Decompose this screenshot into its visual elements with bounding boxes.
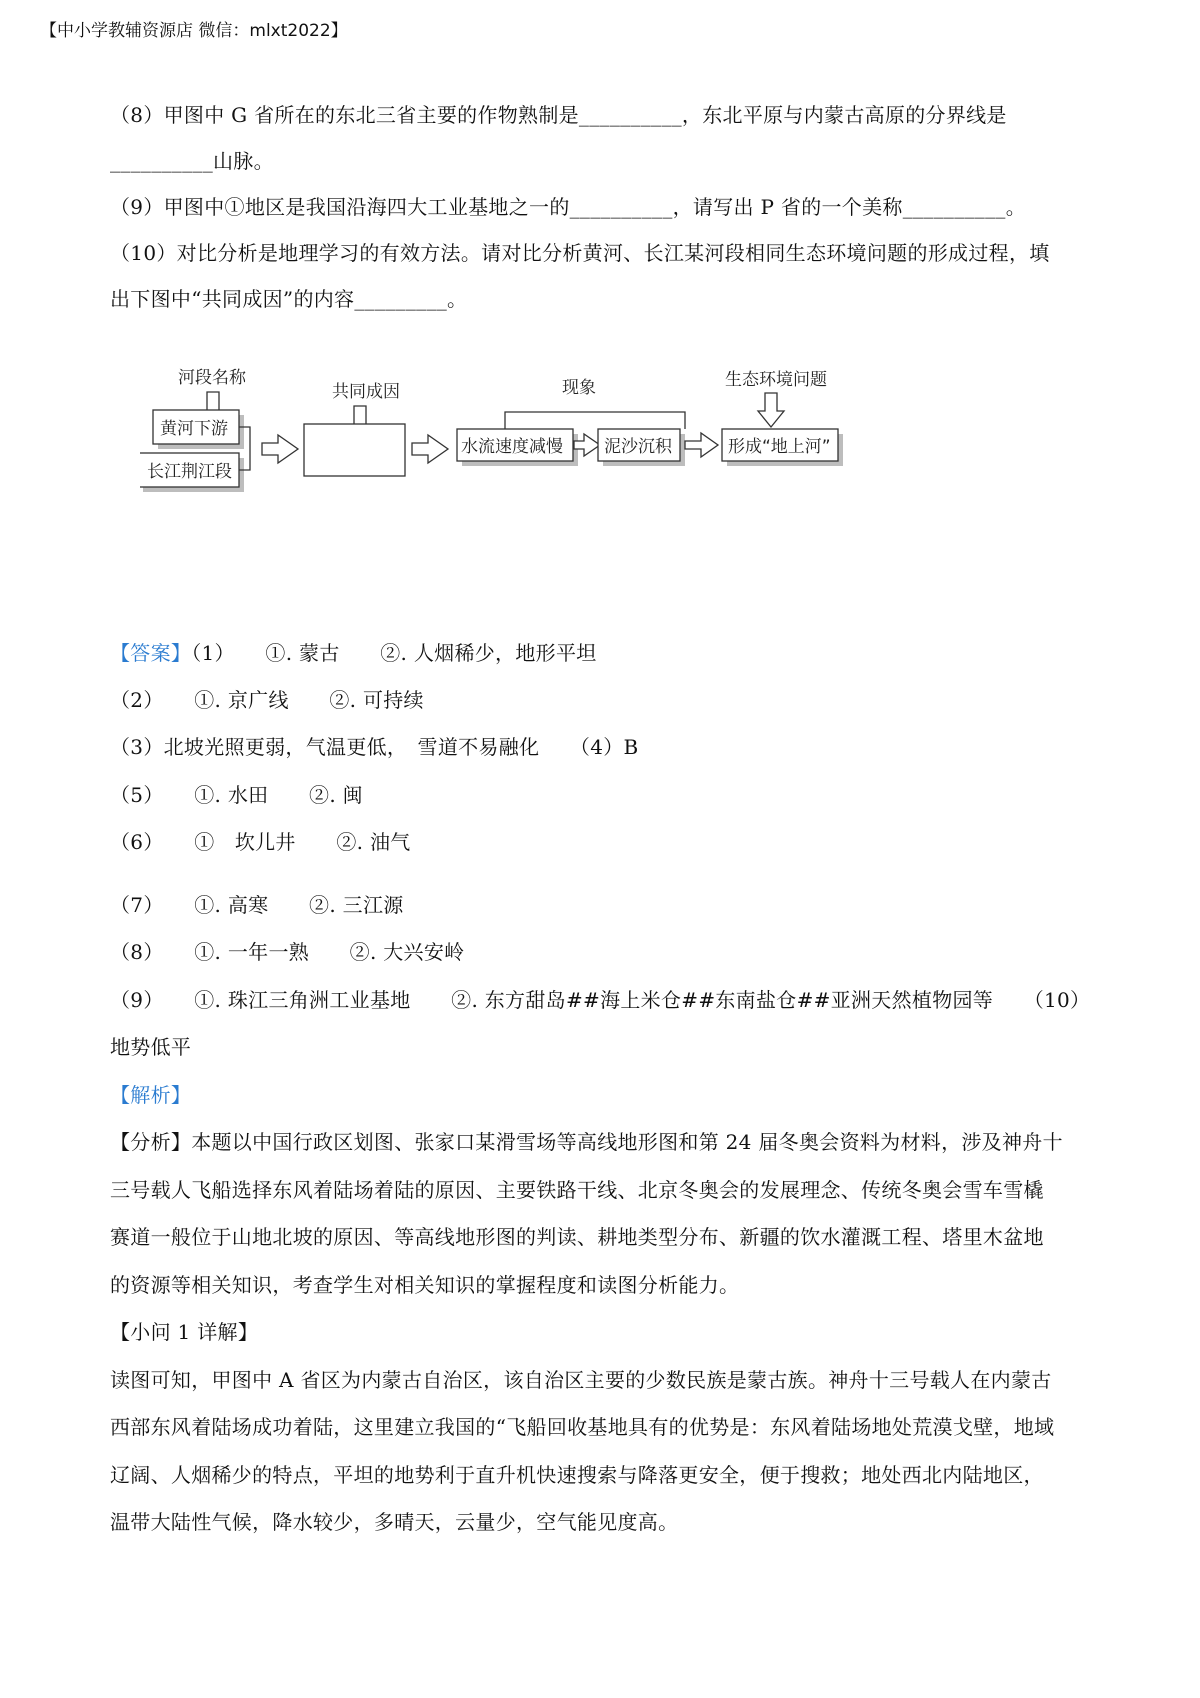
- phenomenon-bracket: [505, 412, 685, 429]
- box-result-label: 形成“地上河”: [728, 437, 831, 457]
- box-flow-label: 水流速度减慢: [461, 437, 563, 457]
- subquestion-1-title: 【小问 1 详解】: [110, 1320, 259, 1344]
- answer-1: [110, 638, 597, 668]
- box-changjiang-label: 长江荆江段: [147, 462, 232, 482]
- analysis-para-2-line-1: 读图可知，甲图中 A 省区为内蒙古自治区，该自治区主要的少数民族是蒙古族。神舟十三号载人在内蒙古: [110, 1368, 1052, 1392]
- page-header-tag: 【中小学教辅资源店 微信：mlxt2022】: [40, 21, 348, 41]
- question-8-line-2: __________山脉。: [110, 149, 274, 173]
- analysis-para-1-line-3: 赛道一般位于山地北坡的原因、等高线地形图的判读、耕地类型分布、新疆的饮水灌溉工程、塔里木盆地: [110, 1225, 1044, 1249]
- analysis-para-2-line-4: 温带大陆性气候，降水较少，多晴天，云量少，空气能见度高。: [110, 1510, 679, 1534]
- analysis-para-1-line-1: 【分析】本题以中国行政区划图、张家口某滑雪场等高线地形图和第 24 届冬奥会资料为材料，涉及神舟十: [110, 1130, 1063, 1154]
- answer-2: （2） ①. 京广线 ②. 可持续: [110, 688, 424, 712]
- right-arrow-icon: [685, 433, 718, 457]
- analysis-para-2-line-2: 西部东风着陆场成功着陆，这里建立我国的“飞船回收基地具有的优势是：东风着陆场地处荒漠戈壁，地域: [110, 1415, 1055, 1439]
- answer-5: （5） ①. 水田 ②. 闽: [110, 783, 363, 807]
- box-huanghe-label: 黄河下游: [160, 419, 228, 439]
- answer-9: （9） ①. 珠江三角洲工业基地 ②. 东方甜岛##海上米仓##东南盐仓##亚洲天然植物园等 （10）: [110, 988, 1091, 1012]
- answer-6: （6） ① 坎儿井 ②. 油气: [110, 830, 411, 854]
- answer-8: （8） ①. 一年一熟 ②. 大兴安岭: [110, 940, 465, 964]
- flow-diagram: [140, 365, 930, 535]
- analysis-para-2-line-3: 辽阔、人烟稀少的特点，平坦的地势利于直升机快速搜索与降落更安全，便于搜救；地处西北内陆地区，: [110, 1463, 1044, 1487]
- question-10-line-2: 出下图中“共同成因”的内容_________。: [110, 287, 468, 311]
- answer-1-text: （1） ①. 蒙古 ②. 人烟稀少，地形平坦: [191, 641, 597, 665]
- label-common-cause: 共同成因: [332, 382, 400, 402]
- box-common-cause-blank: [304, 424, 405, 476]
- right-arrow-icon: [412, 435, 448, 463]
- answer-7: （7） ①. 高寒 ②. 三江源: [110, 893, 404, 917]
- question-8-line-1: （8）甲图中 G 省所在的东北三省主要的作物熟制是__________，东北平原与内蒙古高原的分界线是: [110, 103, 1007, 127]
- question-9: （9）甲图中①地区是我国沿海四大工业基地之一的__________，请写出 P 省的一个美称__________。: [110, 195, 1026, 219]
- box-sediment-label: 泥沙沉积: [604, 437, 672, 457]
- answer-10: 地势低平: [110, 1035, 192, 1059]
- answer-tag: 【答案】: [110, 641, 192, 665]
- analysis-tag: 【解析】: [110, 1083, 192, 1107]
- question-10-line-1: （10）对比分析是地理学习的有效方法。请对比分析黄河、长江某河段相同生态环境问题的形成过程，填: [110, 241, 1050, 265]
- label-river-section-name: 河段名称: [178, 368, 246, 388]
- label-eco-problem: 生态环境问题: [725, 370, 827, 390]
- answer-3-4: （3）北坡光照更弱，气温更低， 雪道不易融化 （4）B: [110, 735, 639, 759]
- analysis-para-1-line-2: 三号载人飞船选择东风着陆场着陆的原因、主要铁路干线、北京冬奥会的发展理念、传统冬奥会雪车雪橇: [110, 1178, 1044, 1202]
- label-phenomenon: 现象: [562, 378, 596, 398]
- down-arrow-icon: [758, 393, 784, 427]
- right-arrow-icon: [262, 435, 298, 463]
- analysis-para-1-line-4: 的资源等相关知识，考查学生对相关知识的掌握程度和读图分析能力。: [110, 1273, 740, 1297]
